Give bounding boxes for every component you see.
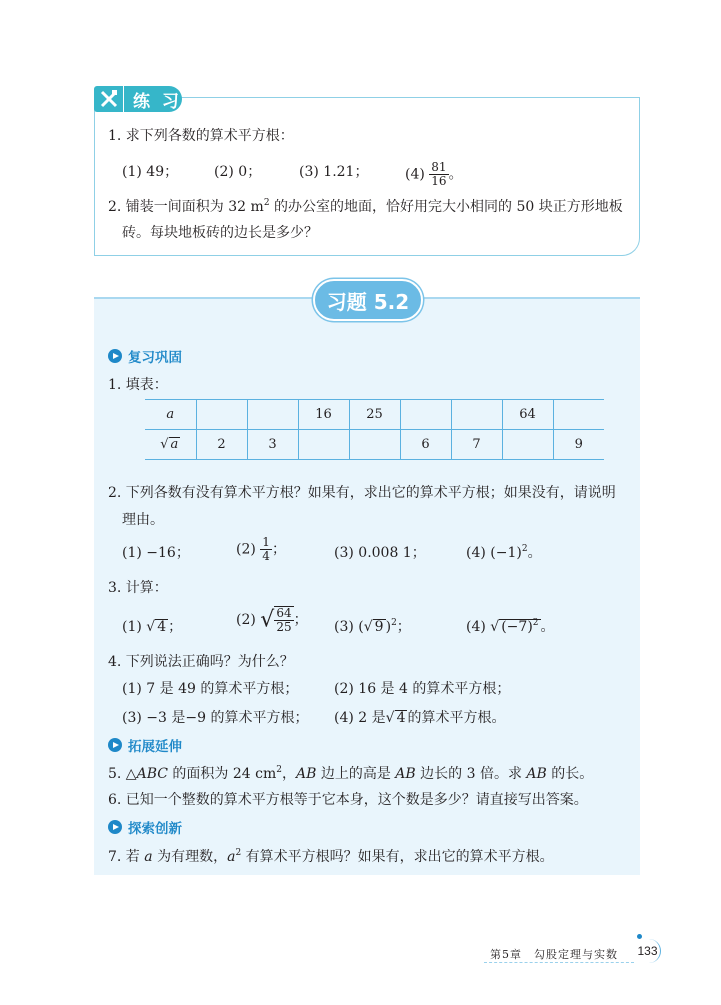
exercise-q3-item2: (2) √ $\frac{64}{25}$ ； <box>236 606 308 634</box>
table-cell: 3 <box>247 430 298 460</box>
practice-q1-item4: (4) $\frac{81}{16}$ 。 <box>405 160 463 188</box>
section-explore: 探索创新 <box>108 817 182 837</box>
practice-title: 练 习 <box>133 91 182 112</box>
fraction-64-25: $\frac{64}{25}$ <box>276 606 292 634</box>
exercise-q5: 5. △ABC 的面积为 24 $cm^2$，AB 边上的高是 AB 边长的 3 倍。求 AB 的长。 <box>108 765 594 782</box>
exercise-q1: 1. 填表： <box>108 377 168 393</box>
table-cell: 2 <box>196 430 247 460</box>
practice-q1-item3: (3) 1.21； <box>299 164 369 180</box>
table-cell <box>247 400 298 430</box>
page-number: 133 <box>635 939 661 963</box>
table-cell <box>400 400 451 430</box>
exercise-q4-item3: (3) −3 是−9 的算术平方根； <box>122 710 309 726</box>
table-cell: 6 <box>400 430 451 460</box>
exercise-title-badge: 习题 5.2 <box>313 279 423 321</box>
table-cell <box>298 430 349 460</box>
play-icon <box>108 820 122 834</box>
table-cell: 64 <box>502 400 553 430</box>
exercise-q4: 4. 下列说法正确吗？为什么？ <box>108 654 294 670</box>
exercise-q2-line2: 理由。 <box>122 512 164 528</box>
exercise-q4-item4: (4) 2 是√ 4 的算术平方根。 <box>334 710 506 726</box>
practice-q2-line1: 2. 铺装一间面积为 32 $m^2$ 的办公室的地面，恰好用完大小相同的 50 块正方形地板 <box>108 198 623 215</box>
exercise-q2-line1: 2. 下列各数有没有算术平方根？如果有，求出它的算术平方根；如果没有，请说明 <box>108 485 616 501</box>
play-icon <box>108 738 122 752</box>
exercise-q2-item4: (4) $(-1)^2$。 <box>466 544 542 561</box>
practice-q1-item2: (2) 0； <box>214 164 262 180</box>
table-cell <box>502 430 553 460</box>
table-cell <box>451 400 502 430</box>
table-cell: 25 <box>349 400 400 430</box>
fraction-1-4: $\frac{1}{4}$ <box>262 535 270 563</box>
exercise-q2-item2: (2) $\frac{1}{4}$ ； <box>236 535 286 563</box>
chapter-label: 第5章 勾股定理与实数 <box>490 948 618 961</box>
table-row <box>145 430 604 460</box>
fraction-81-16: $\frac{81}{16}$ <box>431 160 447 188</box>
table-cell: 16 <box>298 400 349 430</box>
exercise-q4-item1: (1) 7 是 49 的算术平方根； <box>122 681 299 697</box>
exercise-q6: 6. 已知一个整数的算术平方根等于它本身，这个数是多少？请直接写出答案。 <box>108 792 588 808</box>
table-row <box>145 400 604 430</box>
pencil-ruler-icon <box>94 86 124 112</box>
play-icon <box>108 349 122 363</box>
exercise-q3: 3. 计算： <box>108 580 168 596</box>
footer-divider <box>484 962 634 963</box>
practice-q1: 1. 求下列各数的算术平方根： <box>108 128 294 144</box>
exercise-q2-item1: (1) −16； <box>122 545 190 561</box>
practice-q2-line2: 砖。每块地板砖的边长是多少？ <box>122 225 318 241</box>
exercise-q7: 7. 若 a 为有理数，$a^2$ 有算术平方根吗？如果有，求出它的算术平方根。 <box>108 848 554 865</box>
exercise-q2-item3: (3) 0.008 1； <box>334 545 426 561</box>
table-cell: 7 <box>451 430 502 460</box>
exercise-q3-item1: (1) √ 4 ； <box>122 619 183 635</box>
table-cell <box>349 430 400 460</box>
exercise-q3-item4: (4) √ $(-7)^2$ 。 <box>466 618 555 635</box>
table-cell <box>196 400 247 430</box>
section-extension: 拓展延伸 <box>108 735 182 755</box>
table-cell <box>553 400 604 430</box>
table-cell: √ a <box>145 430 196 460</box>
exercise-q3-item3: (3) (√ 9 )$^2$； <box>334 618 411 635</box>
table-cell: 9 <box>553 430 604 460</box>
practice-tab <box>94 86 182 112</box>
practice-q1-item1: (1) 49； <box>122 164 179 180</box>
fill-table <box>145 399 604 460</box>
exercise-q4-item2: (2) 16 是 4 的算术平方根； <box>334 681 511 697</box>
section-review: 复习巩固 <box>108 346 182 366</box>
table-cell: a <box>145 400 196 430</box>
